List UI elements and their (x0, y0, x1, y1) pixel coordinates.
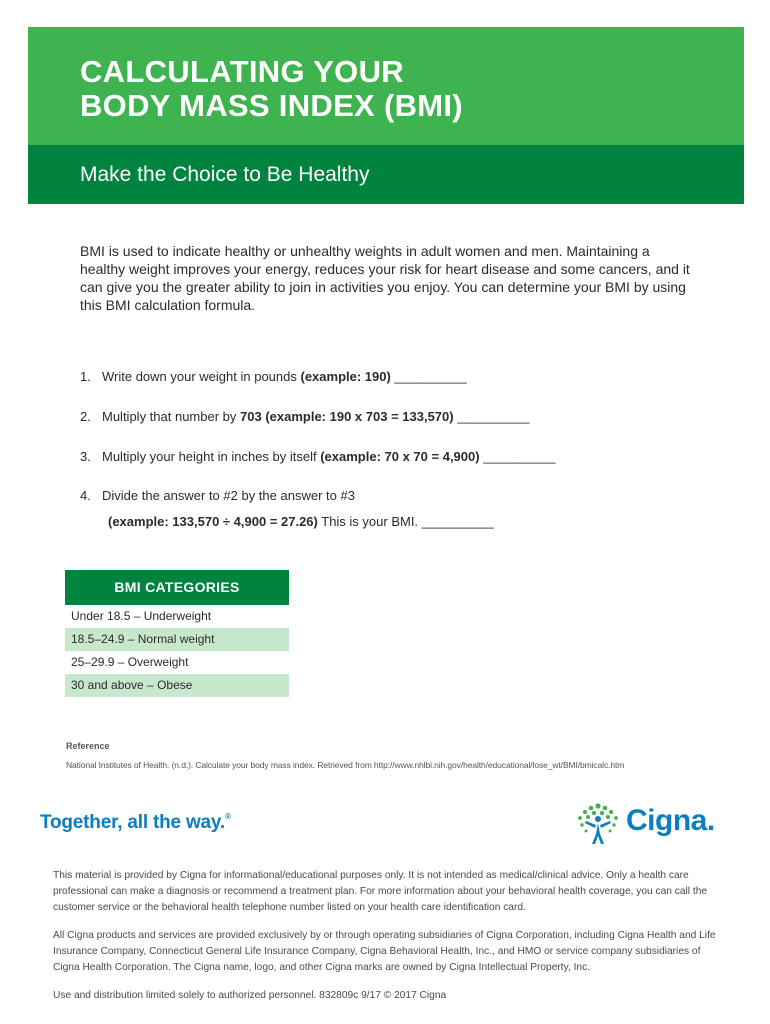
step-text: Multiply your height in inches by itself (102, 449, 321, 464)
page-title (80, 55, 463, 123)
step-example: (example: 190) (300, 369, 391, 384)
footer-disclaimer (53, 868, 723, 1016)
step-example: (example: 70 x 70 = 4,900) (320, 449, 480, 464)
disclaimer-paragraph-3: Use and distribution limited solely to authorized personnel. 832809c 9/17 © 2017 Cigna (53, 990, 447, 1001)
bmi-categories-table (65, 570, 289, 697)
disclaimer-paragraph-2: All Cigna products and services are provided exclusively by or through operating subsidiaries of Cigna Corporation, including Cigna Health and Life Insurance Company, Connecticut General Life Insurance Company, Cigna Behavioral Health, Inc., and HMO or service company subsidiaries of Cigna Health Corporation. The Cigna name, logo, and other Cigna marks are owned by Cigna Intellectual Property, Inc. (53, 930, 716, 973)
step-blank: __________ (453, 409, 530, 424)
wordmark-dot: . (706, 804, 715, 837)
step-number: 4. (80, 488, 91, 503)
reference-label: Reference (66, 741, 110, 751)
bmi-table-heading: BMI CATEGORIES (65, 570, 289, 605)
bmi-row-overweight: 25–29.9 – Overweight (71, 655, 189, 669)
step-blank: __________ (479, 449, 556, 464)
page-title-line1: CALCULATING YOUR (80, 54, 404, 89)
reference-citation: National Institutes of Health. (n.d.). Calculate your body mass index. Retrieved from http://www.nhlbi.nih.gov/health/educational/lose_wt/BMI/bmicalc.htm (66, 760, 625, 770)
step-text: Multiply that number by (102, 409, 241, 424)
step-2 (80, 409, 530, 424)
step-4-continuation (108, 514, 494, 529)
step-example: (example: 133,570 ÷ 4,900 = 27.26) (108, 514, 318, 529)
disclaimer-paragraph-1: This material is provided by Cigna for informational/educational purposes only. It is not intended as medical/clinical advice. Only a health care professional can make a diagnosis or recommend a treatment plan. For more information about your behavioral health coverage, you can call the customer service or the behavioral health telephone number listed on your health care identification card. (53, 870, 708, 913)
bmi-row-underweight: Under 18.5 – Underweight (71, 609, 212, 623)
step-number: 3. (80, 449, 91, 464)
step-text: Divide the answer to #2 by the answer to #3 (102, 488, 355, 503)
title-band (28, 27, 744, 145)
tagline-text: Together, all the way. (40, 812, 225, 833)
header-banner (28, 27, 744, 204)
step-blank: __________ (390, 369, 467, 384)
registered-mark: ® (224, 812, 231, 821)
step-number: 2. (80, 409, 91, 424)
tree-of-life-icon (574, 802, 622, 846)
bmi-row-obese: 30 and above – Obese (65, 674, 289, 697)
subtitle-band (28, 145, 744, 204)
step-3 (80, 449, 556, 464)
cigna-tagline (40, 812, 231, 834)
bmi-row-normal: 18.5–24.9 – Normal weight (65, 628, 289, 651)
step-1 (80, 369, 467, 384)
step-4 (80, 488, 355, 503)
page-subtitle: Make the Choice to Be Healthy (80, 163, 370, 186)
step-blank: This is your BMI. __________ (317, 514, 494, 529)
cigna-wordmark (626, 804, 715, 838)
step-number: 1. (80, 369, 91, 384)
wordmark-text: Cigna (626, 804, 707, 837)
step-text: Write down your weight in pounds (102, 369, 301, 384)
intro-paragraph: BMI is used to indicate healthy or unhealthy weights in adult women and men. Maintaining a healthy weight improves your energy, reduces your risk for heart disease and some cancers, and it can give you the greater ability to join in activities you enjoy. You can determine your BMI by using this BMI calculation formula. (80, 243, 690, 313)
step-example: 703 (example: 190 x 703 = 133,570) (240, 409, 454, 424)
cigna-logo (574, 802, 724, 846)
page-title-line2: BODY MASS INDEX (BMI) (80, 88, 463, 123)
